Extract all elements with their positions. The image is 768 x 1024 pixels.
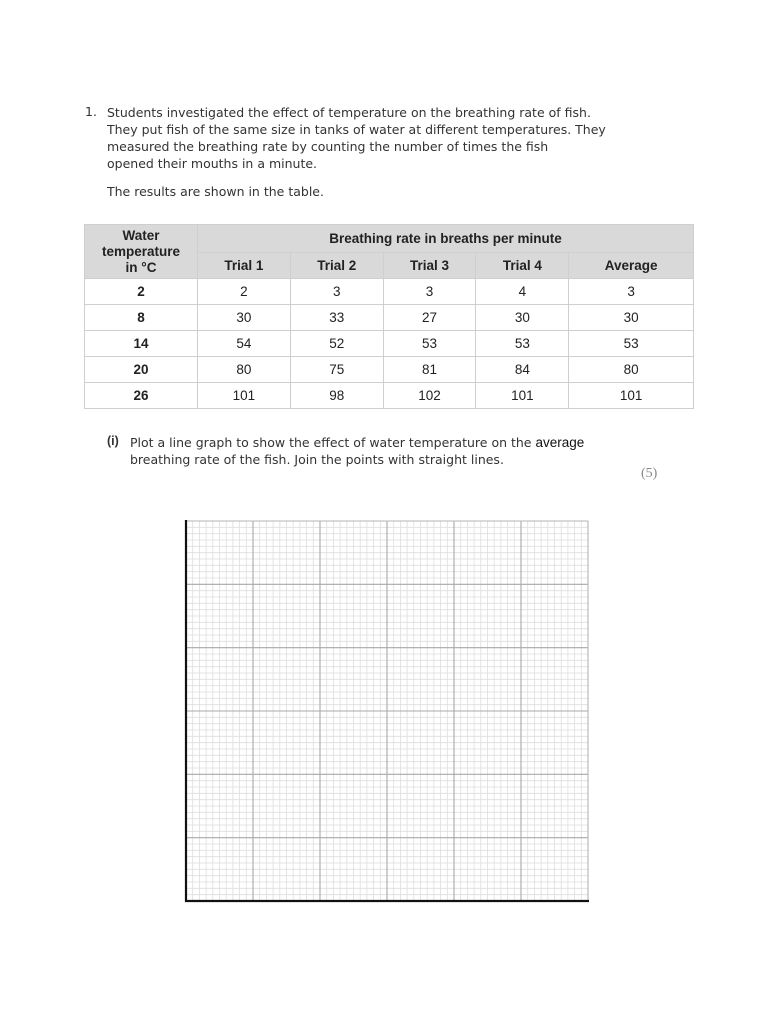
subquestion-label: (i) [107, 434, 119, 448]
table-row [85, 305, 694, 331]
subquestion-line [130, 434, 650, 451]
table-cell: 75 [290, 357, 383, 383]
table-cell: 53 [476, 331, 569, 357]
temperature-header-line: temperature [101, 243, 181, 259]
results-intro: The results are shown in the table. [107, 184, 324, 199]
table-cell: 4 [476, 279, 569, 305]
temperature-cell: 14 [85, 331, 198, 357]
question-text [107, 104, 647, 172]
column-header: Trial 1 [198, 253, 291, 279]
average-cell: 101 [569, 383, 694, 409]
results-table [84, 224, 694, 409]
table-cell: 84 [476, 357, 569, 383]
table-row [85, 331, 694, 357]
question-line: Students investigated the effect of temperature on the breathing rate of fish. [107, 105, 591, 120]
temperature-cell: 26 [85, 383, 198, 409]
temperature-cell: 2 [85, 279, 198, 305]
marks-allocation: (5) [641, 466, 658, 481]
table-row [85, 279, 694, 305]
average-cell: 53 [569, 331, 694, 357]
table-cell: 80 [198, 357, 291, 383]
subquestion-line-text: Plot a line graph to show the effect of water temperature on the [130, 435, 536, 450]
temperature-cell: 8 [85, 305, 198, 331]
table-cell: 27 [383, 305, 476, 331]
temperature-cell: 20 [85, 357, 198, 383]
table-cell: 52 [290, 331, 383, 357]
table-cell: 33 [290, 305, 383, 331]
question-number: 1. [85, 104, 97, 119]
temperature-header-line: Water [122, 227, 160, 243]
table-cell: 81 [383, 357, 476, 383]
table-cell: 54 [198, 331, 291, 357]
column-header: Trial 4 [476, 253, 569, 279]
table-cell: 53 [383, 331, 476, 357]
table-cell: 2 [198, 279, 291, 305]
average-cell: 3 [569, 279, 694, 305]
subquestion-text [130, 434, 650, 468]
table-cell: 3 [383, 279, 476, 305]
table-row [85, 383, 694, 409]
column-header: Average [569, 253, 694, 279]
average-cell: 30 [569, 305, 694, 331]
table-cell: 98 [290, 383, 383, 409]
graph-paper[interactable] [183, 518, 591, 904]
table-cell: 102 [383, 383, 476, 409]
table-cell: 101 [198, 383, 291, 409]
table-cell: 30 [198, 305, 291, 331]
table-row [85, 357, 694, 383]
average-emphasis: average [535, 435, 585, 450]
table-cell: 101 [476, 383, 569, 409]
breathing-rate-header: Breathing rate in breaths per minute [198, 225, 694, 253]
table-cell: 3 [290, 279, 383, 305]
table-cell: 30 [476, 305, 569, 331]
question-line: opened their mouths in a minute. [107, 156, 318, 171]
column-header: Trial 3 [383, 253, 476, 279]
average-cell: 80 [569, 357, 694, 383]
column-header: Trial 2 [290, 253, 383, 279]
question-line: They put fish of the same size in tanks of water at different temperatures. They [107, 122, 606, 137]
temperature-header-line: in °C [125, 259, 157, 275]
question-line: measured the breathing rate by counting the number of times the fish [107, 139, 549, 154]
subquestion-line: breathing rate of the fish. Join the points with straight lines. [130, 452, 504, 467]
temperature-header [85, 225, 198, 279]
